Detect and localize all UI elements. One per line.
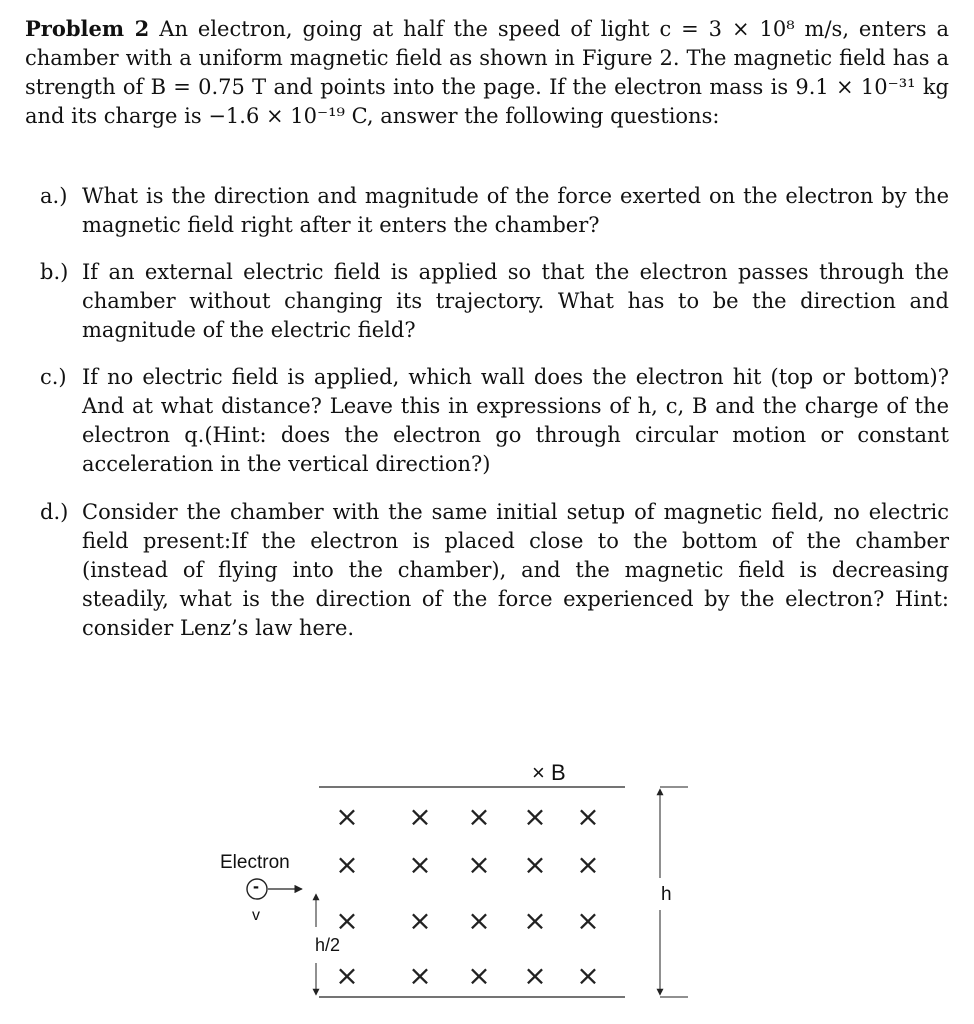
question-label: d.) <box>40 500 69 524</box>
field-cross: × <box>467 959 491 992</box>
field-cross: × <box>576 904 600 937</box>
electron-circle <box>247 879 267 899</box>
question-label: c.) <box>40 365 67 389</box>
problem-statement: An electron, going at half the speed of light c = 3 × 10⁸ m/s, enters a chamber with a uniform magnetic field as shown in Figure 2. The magnetic field has a strength of B = 0.75 T and points into the page. If the electron mass is 9.1 × 10⁻³¹ kg and its charge is −1.6 × 10⁻¹⁹ C, answer the following questions: <box>25 17 950 128</box>
field-cross: × <box>335 959 359 992</box>
field-cross: × <box>335 904 359 937</box>
question-a <box>25 182 949 240</box>
problem-page <box>25 14 950 640</box>
problem-heading: Problem 2 <box>25 16 150 41</box>
field-cross: × <box>335 800 359 833</box>
field-cross: × <box>523 800 547 833</box>
field-cross: × <box>467 848 491 881</box>
field-cross: × <box>523 904 547 937</box>
question-list <box>25 182 949 643</box>
field-cross: × <box>576 848 600 881</box>
magnetic-field-grid <box>335 800 599 992</box>
field-label: × B <box>532 760 566 785</box>
question-text: If no electric field is applied, which wall does the electron hit (top or bottom)? And at what distance? Leave this in expressions of h, c, B and the charge of the electron q.(Hint: does the electron go through circular motion or constant acceleration in the vertical direction?) <box>82 365 949 476</box>
field-cross: × <box>335 848 359 881</box>
field-cross: × <box>408 848 432 881</box>
field-cross: × <box>408 800 432 833</box>
half-height-label: h/2 <box>315 935 341 955</box>
field-cross: × <box>523 959 547 992</box>
question-text: If an external electric field is applied so that the electron passes through the chamber without changing its trajectory. What has to be the direction and magnitude of the electric field? <box>82 260 949 342</box>
charge-sign: - <box>253 876 259 896</box>
question-b <box>25 258 949 345</box>
field-cross: × <box>408 904 432 937</box>
question-c <box>25 363 949 479</box>
question-label: a.) <box>40 184 68 208</box>
question-d <box>25 498 949 643</box>
height-label: h <box>661 884 672 905</box>
question-label: b.) <box>40 260 69 284</box>
field-cross: × <box>467 904 491 937</box>
problem-intro <box>25 14 949 131</box>
field-cross: × <box>467 800 491 833</box>
field-cross: × <box>523 848 547 881</box>
question-text: Consider the chamber with the same initial setup of magnetic field, no electric field present:If the electron is placed close to the bottom of the chamber (instead of flying into the chamber), and the magnetic field is decreasing steadily, what is the direction of the force experienced by the electron? Hint: consider Lenz’s law here. <box>82 500 949 640</box>
electron-label: Electron <box>220 852 290 873</box>
field-cross: × <box>408 959 432 992</box>
velocity-label: v <box>252 907 260 924</box>
field-cross: × <box>576 800 600 833</box>
field-cross: × <box>576 959 600 992</box>
question-text: What is the direction and magnitude of the force exerted on the electron by the magnetic field right after it enters the chamber? <box>82 184 949 237</box>
